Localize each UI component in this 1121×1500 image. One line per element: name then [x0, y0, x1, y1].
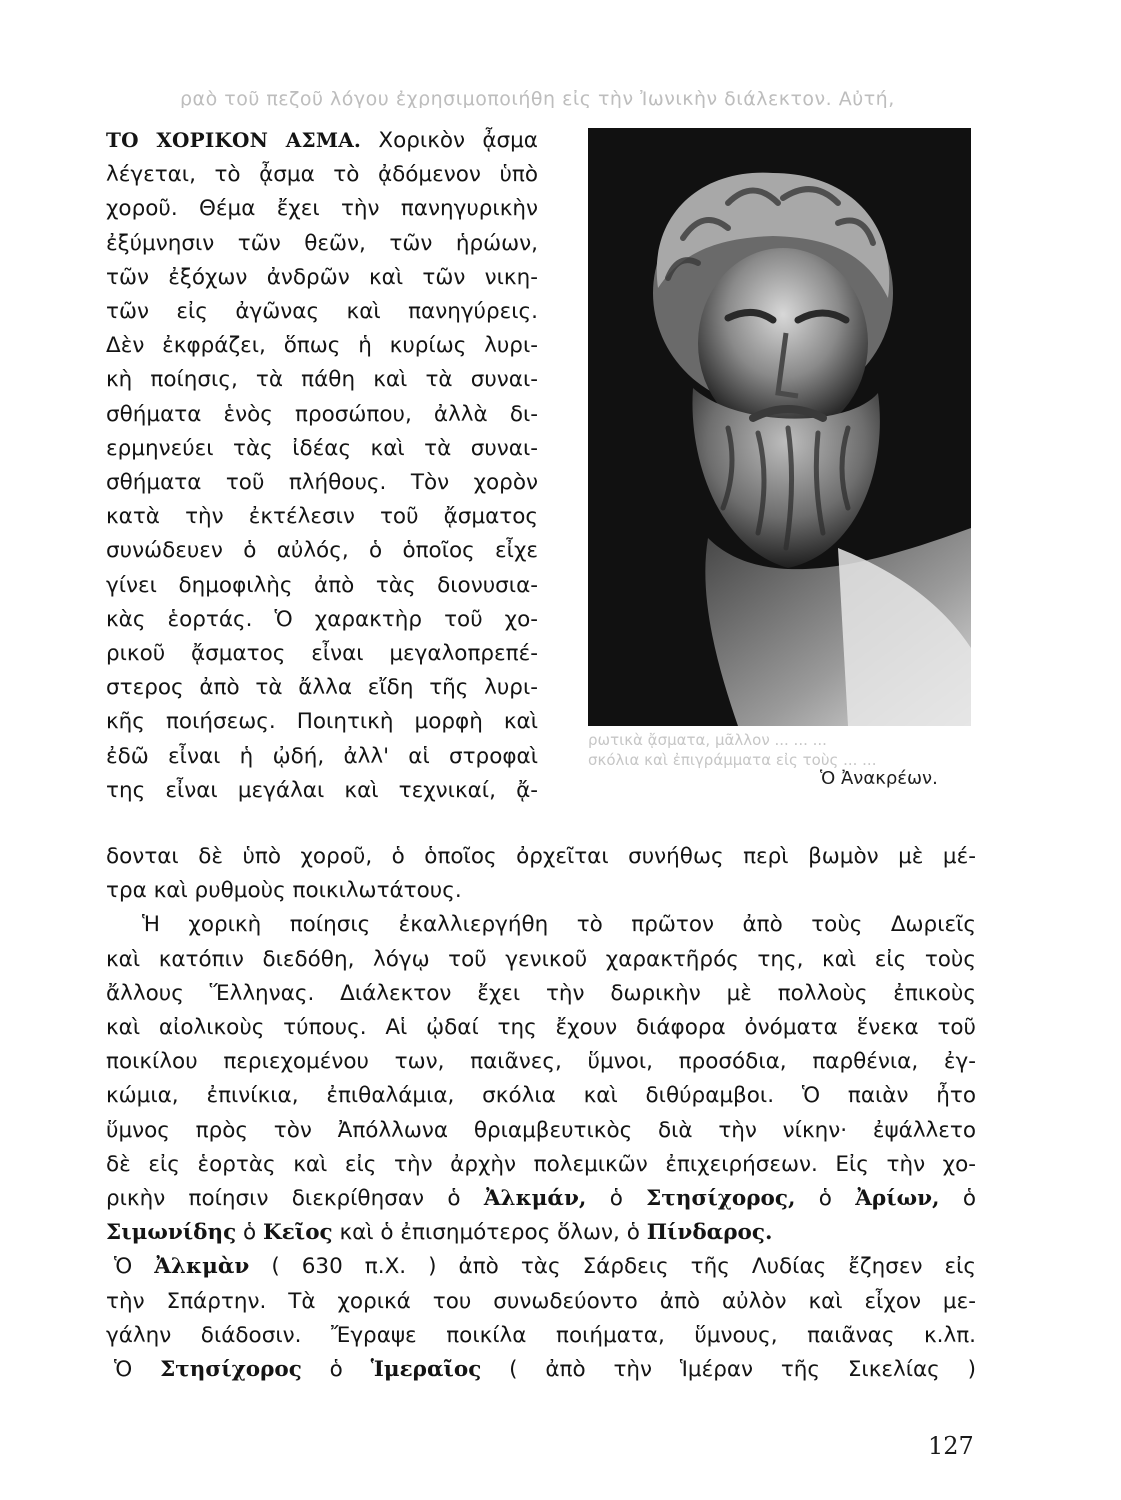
name-arion: Ἀρίων,	[855, 1186, 940, 1212]
section-title: ΤΟ ΧΟΡΙΚΟΝ ΑΣΜΑ.	[106, 128, 362, 152]
name-alkman: Ἀλκμὰν	[154, 1254, 250, 1280]
page-number: 127	[928, 1432, 974, 1460]
text-line: λέγεται, τὸ ᾆσμα τὸ ᾀδόμενον ὑπὸ	[106, 162, 538, 188]
text-line: τρα καὶ ρυθμοὺς ποικιλωτάτους.	[106, 878, 462, 904]
text-line: ρικὴν ποίησιν διεκρίθησαν ὁ Ἀλκμάν, ὁ Στησίχορος, ὁ Ἀρίων, ὁ	[106, 1186, 976, 1212]
name-stesichoros: Στησίχορος,	[646, 1186, 796, 1212]
text-line: Σιμωνίδης ὁ Κεῖος καὶ ὁ ἐπισημότερος ὅλων, ὁ Πίνδαρος.	[106, 1220, 773, 1246]
bust-illustration	[588, 128, 971, 726]
anacreon-portrait	[588, 128, 971, 726]
text-line: ἄλλους Ἕλληνας. Διάλεκτον ἔχει τὴν δωρικὴν μὲ πολλοὺς ἐπικοὺς	[106, 980, 976, 1006]
text-line: δονται δὲ ὑπὸ χοροῦ, ὁ ὁποῖος ὀρχεῖται συνήθως περὶ βωμὸν μὲ μέ-	[106, 844, 976, 869]
text-line: Δὲν ἐκφράζει, ὅπως ἡ κυρίως λυρι-	[106, 333, 538, 359]
name-stesichoros: Στησίχορος	[160, 1357, 302, 1383]
text-line: δὲ εἰς ἑορτὰς καὶ εἰς τὴν ἀρχὴν πολεμικῶν ἐπιχειρήσεων. Εἰς τὴν χο-	[106, 1151, 976, 1177]
text-line: Ὁ Στησίχορος ὁ Ἱμεραῖος ( ἀπὸ τὴν Ἱμέραν τῆς Σικελίας )	[114, 1357, 976, 1383]
name-himeraios: Ἱμεραῖος	[370, 1357, 482, 1383]
text-line: Ὁ Ἀλκμὰν ( 630 π.Χ. ) ἀπὸ τὰς Σάρδεις τῆς Λυδίας ἔζησεν εἰς	[114, 1254, 976, 1280]
text-line: κὰς ἑορτάς. Ὁ χαρακτὴρ τοῦ χο-	[106, 606, 538, 632]
portrait-caption: Ὁ Ἀνακρέων.	[820, 768, 938, 789]
text-line: καὶ κατόπιν διεδόθη, λόγῳ τοῦ γενικοῦ χαρακτῆρός της, καὶ εἰς τοὺς	[106, 946, 976, 972]
name-pindaros: Πίνδαρος.	[646, 1220, 773, 1246]
text-line: συνώδευεν ὁ αὐλός, ὁ ὁποῖος εἶχε	[106, 538, 538, 564]
text-line: κῆς ποιήσεως. Ποιητικὴ μορφὴ καὶ	[106, 709, 538, 735]
name-alkman: Ἀλκμάν,	[483, 1186, 587, 1212]
text-line: καὶ αἰολικοὺς τύπους. Αἱ ᾠδαί της ἔχουν διάφορα ὀνόματα ἕνεκα τοῦ	[106, 1015, 976, 1041]
text-line: ἐδῶ εἶναι ἡ ᾠδή, ἀλλ' αἱ στροφαὶ	[106, 743, 538, 769]
text-line: ερμηνεύει τὰς ἰδέας καὶ τὰ συναι-	[106, 435, 538, 461]
text-line: σθήματα τοῦ πλήθους. Τὸν χορὸν	[106, 470, 538, 496]
text-line: σθήματα ἑνὸς προσώπου, ἀλλὰ δι-	[106, 401, 538, 427]
text-line: γάλην διάδοσιν. Ἔγραψε ποικίλα ποιήματα, ὕμνους, παιᾶνας κ.λπ.	[106, 1322, 976, 1348]
text-line: τὴν Σπάρτην. Τὰ χορικά του συνωδεύοντο ἀπὸ αὐλὸν καὶ εἶχον με-	[106, 1288, 976, 1314]
text-line: ὕμνος πρὸς τὸν Ἀπόλλωνα θριαμβευτικὸς διὰ τὴν νίκην· ἐψάλλετο	[106, 1117, 976, 1143]
text-line: ρικοῦ ᾄσματος εἶναι μεγαλοπρεπέ-	[106, 641, 538, 667]
bleed-through-text: ραὸ τοῦ πεζοῦ λόγου ἐχρησιμοποιήθη εἰς τὴν Ἰωνικὴν διάλεκτον. Αὐτή,	[180, 88, 895, 108]
text-line: κὴ ποίησις, τὰ πάθη καὶ τὰ συναι-	[106, 367, 538, 393]
text-line: ποικίλου περιεχομένου των, παιᾶνες, ὕμνοι, προσόδια, παρθένια, ἐγ-	[106, 1049, 976, 1075]
left-column-text	[106, 123, 538, 808]
name-keios: Κεῖος	[263, 1220, 333, 1246]
text-line: κατὰ τὴν ἐκτέλεσιν τοῦ ᾄσματος	[106, 504, 538, 530]
text-line: γίνει δημοφιλὴς ἀπὸ τὰς διονυσια-	[106, 572, 538, 598]
name-simonides: Σιμωνίδης	[106, 1220, 237, 1246]
text-line: στερος ἀπὸ τὰ ἄλλα εἴδη τῆς λυρι-	[106, 675, 538, 701]
text-line: κώμια, ἐπινίκια, ἐπιθαλάμια, σκόλια καὶ διθύραμβοι. Ὁ παιὰν ἦτο	[106, 1083, 976, 1109]
text-line: τῶν εἰς ἀγῶνας καὶ πανηγύρεις.	[106, 299, 538, 325]
bleed-through-text: ρωτικὰ ᾄσματα, μᾶλλον ... ... ... σκόλια καὶ ἐπιγράμματα εἰς τοὺς ... ...	[588, 731, 877, 769]
text-line: ΤΟ ΧΟΡΙΚΟΝ ΑΣΜΑ. Χορικὸν ᾆσμα	[106, 128, 538, 153]
text-line: της εἶναι μεγάλαι καὶ τεχνικαί, ᾄ-	[106, 777, 538, 803]
full-width-text	[106, 840, 976, 1387]
text-line: ἐξύμνησιν τῶν θεῶν, τῶν ἡρώων,	[106, 230, 538, 256]
text-line: χοροῦ. Θέμα ἔχει τὴν πανηγυρικὴν	[106, 196, 538, 222]
text-line: Ἡ χορικὴ ποίησις ἐκαλλιεργήθη τὸ πρῶτον ἀπὸ τοὺς Δωριεῖς	[142, 912, 976, 938]
text-line: τῶν ἐξόχων ἀνδρῶν καὶ τῶν νικη-	[106, 264, 538, 290]
